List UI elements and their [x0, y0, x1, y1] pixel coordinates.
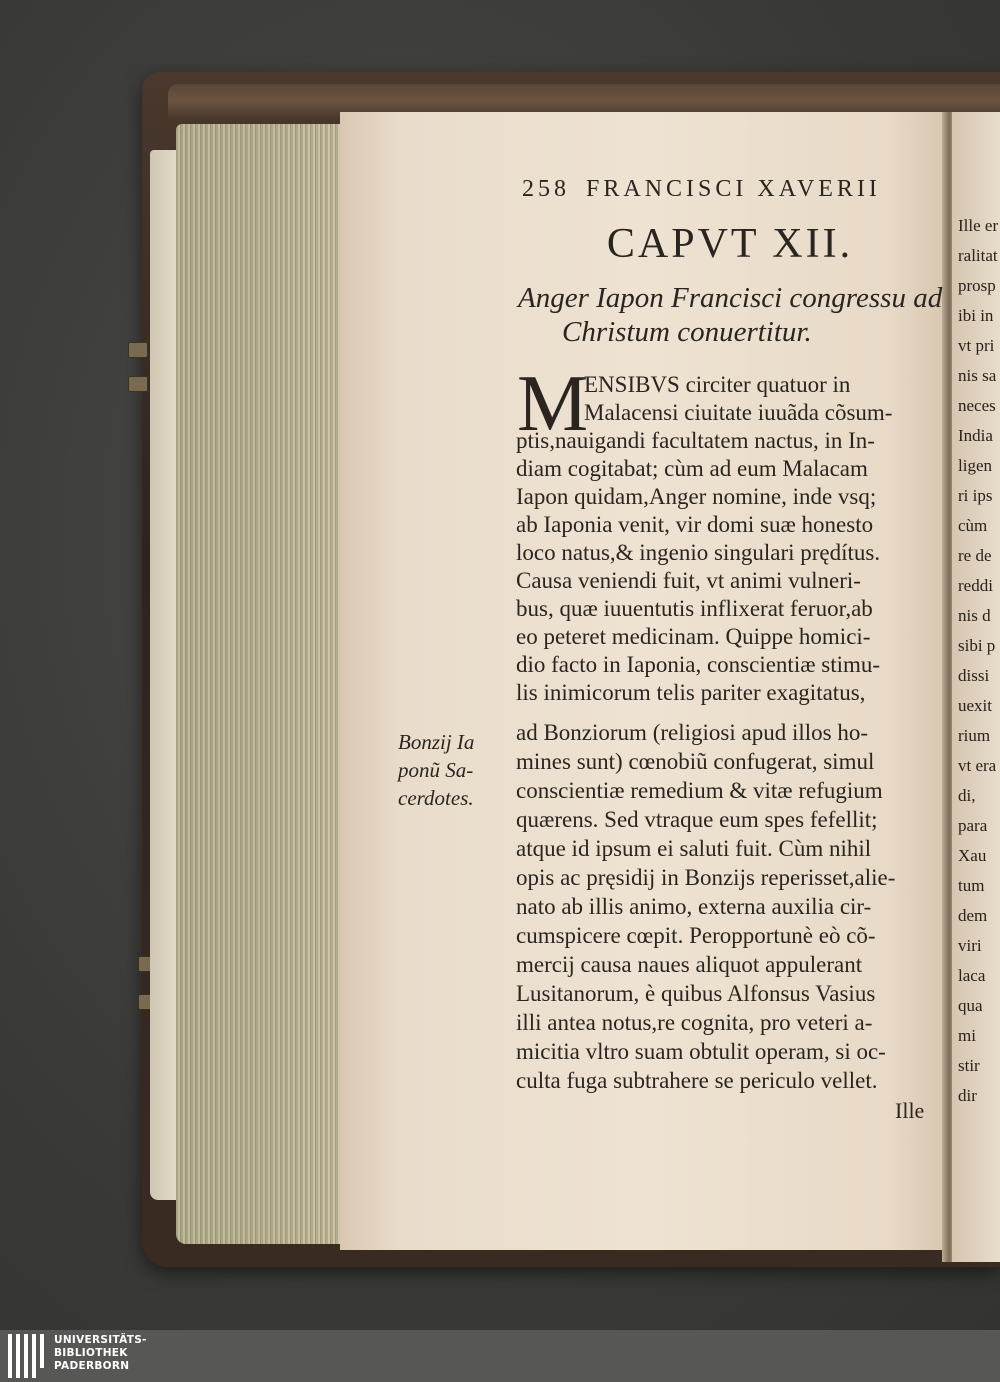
library-logo-icon	[8, 1334, 48, 1378]
facing-line: mi	[958, 1026, 976, 1045]
facing-line: para	[958, 816, 988, 835]
margin-note-line: ponũ Sa-	[398, 758, 474, 782]
body-line: ad Bonziorum (religiosi apud illos ho-	[516, 720, 868, 745]
chapter-subtitle-line: Anger Iapon Francisci congressu ad	[518, 282, 943, 314]
facing-line: nis sa	[958, 366, 997, 385]
body-line: ab Iaponia venit, vir domi suæ honesto	[516, 512, 874, 537]
clasp-upper-lower-icon	[128, 376, 148, 392]
library-name-line: PADERBORN	[54, 1360, 130, 1372]
facing-line: Ille er	[958, 216, 999, 235]
facing-line: tum	[958, 876, 985, 895]
library-name-line: UNIVERSITÄTS-	[54, 1334, 147, 1346]
facing-line: ibi in	[958, 306, 994, 325]
body-line: conscientiæ remedium & vitæ refugium	[516, 778, 883, 803]
facing-line: prosp	[958, 276, 996, 295]
facing-line: dissi	[958, 666, 990, 685]
facing-line: reddi	[958, 576, 993, 595]
body-line: diam cogitabat; cùm ad eum Malacam	[516, 456, 868, 481]
facing-line: ligen	[958, 456, 992, 475]
body-line: illi antea notus,re cognita, pro veteri a-	[516, 1010, 873, 1035]
facing-line: viri	[958, 936, 982, 955]
facing-line: uexit	[958, 696, 992, 715]
body-line: dio facto in Iaponia, conscientiæ stimu-	[516, 652, 881, 677]
clasp-upper-icon	[128, 342, 148, 358]
facing-line: ralitat	[958, 246, 998, 265]
margin-note-line: cerdotes.	[398, 786, 474, 810]
body-line: mines sunt) cœnobiũ confugerat, simul	[516, 749, 875, 774]
body-line: Malacensi ciuitate iuuãda cõsum-	[584, 400, 893, 425]
body-line: ENSIBVS circiter quatuor in	[584, 372, 851, 397]
body-line: bus, quæ iuuentutis inflixerat feruor,ab	[516, 596, 873, 621]
facing-line: ri ips	[958, 486, 993, 505]
facing-line: India	[958, 426, 993, 445]
body-line: atque id ipsum ei saluti fuit. Cùm nihil	[516, 836, 872, 861]
library-name-line: BIBLIOTHEK	[54, 1347, 128, 1359]
footer-bar	[0, 1330, 1000, 1382]
facing-line: re de	[958, 546, 992, 565]
body-line: Lusitanorum, è quibus Alfonsus Vasius	[516, 981, 876, 1006]
facing-line: stir	[958, 1056, 980, 1075]
facing-line: Xau	[958, 846, 987, 865]
body-line: culta fuga subtrahere se periculo vellet.	[516, 1068, 878, 1093]
facing-line: laca	[958, 966, 986, 985]
body-line: quærens. Sed vtraque eum spes fefellit;	[516, 807, 878, 832]
chapter-title: CAPVT XII.	[606, 221, 854, 267]
body-line: cumspicere cœpit. Peropportunè eò cõ-	[516, 923, 876, 948]
facing-line: qua	[958, 996, 983, 1015]
catchword: Ille	[895, 1098, 925, 1123]
facing-line: dem	[958, 906, 988, 925]
facing-line: sibi p	[958, 636, 996, 655]
body-line: lis inimicorum telis pariter exagitatus,	[516, 680, 866, 705]
body-line: Iapon quidam,Anger nomine, inde vsq;	[516, 484, 877, 509]
body-line: eo peteret medicinam. Quippe homici-	[516, 624, 871, 649]
facing-line: rium	[958, 726, 991, 745]
body-line: mercij causa naues aliquot appulerant	[516, 952, 863, 977]
drop-cap: M	[517, 360, 589, 448]
facing-page	[952, 112, 1000, 1262]
body-line: opis ac pręsidij in Bonzijs reperisset,alie-	[516, 865, 896, 890]
facing-line: vt era	[958, 756, 997, 775]
page-number: 258	[522, 176, 570, 202]
running-title: FRANCISCI XAVERII	[586, 176, 881, 202]
body-line: ptis,nauigandi facultatem nactus, in In-	[516, 428, 875, 453]
facing-line: di,	[958, 786, 976, 805]
facing-line: vt pri	[958, 336, 995, 355]
facing-line: cùm	[958, 516, 988, 535]
body-line: loco natus,& ingenio singulari prędítus.	[516, 540, 881, 565]
running-header	[522, 176, 942, 203]
body-line: micitia vltro suam obtulit operam, si oc-	[516, 1039, 886, 1064]
body-line: Causa veniendi fuit, vt animi vulneri-	[516, 568, 861, 593]
facing-line: neces	[958, 396, 996, 415]
chapter-subtitle-line: Christum conuertitur.	[562, 316, 812, 348]
margin-note-line: Bonzij Ia	[398, 730, 475, 754]
facing-line: dir	[958, 1086, 977, 1105]
page-block-shade	[176, 124, 366, 1244]
body-line: nato ab illis animo, externa auxilia cir-	[516, 894, 872, 919]
facing-line: nis d	[958, 606, 991, 625]
